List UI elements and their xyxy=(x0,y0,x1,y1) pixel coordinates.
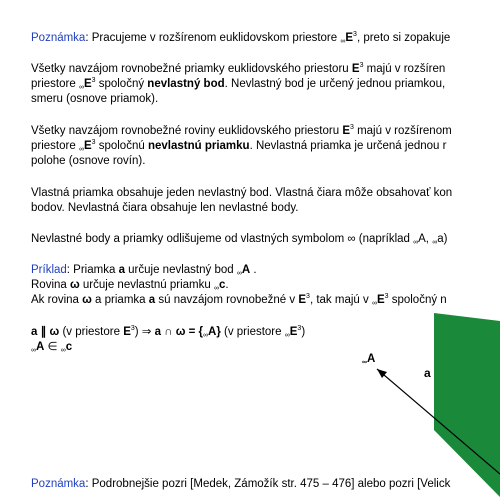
note-line-2: Poznámka: Podrobnejšie pozri [Medek, Zámožík str. 475 – 476] alebo pozri [Velick xyxy=(31,478,451,490)
para3-line1: Vlastná priamka obsahuje jeden nevlastný bod. Vlastná čiara môže obsahovať kon xyxy=(31,187,453,199)
para2-line1: Všetky navzájom rovnobežné roviny euklidovského priestoru $E^3$ majú v rozšírenom xyxy=(31,124,452,137)
example-line2: Rovina ω určuje nevlastnú priamku $_\infty$c. xyxy=(31,279,229,292)
para4-line1: Nevlastné body a priamky odlišujeme od vlastných symbolom ∞ (napríklad $_\infty$A, $_\infty$a) xyxy=(31,233,448,246)
para1-line3: smeru (osnove priamok). xyxy=(31,93,159,105)
para2-line2: priestore $_\infty E^3$ spoločnú nevlastnú priamku. Nevlastná priamka je určená jednou r xyxy=(31,139,447,153)
label-inf-A: $_\infty$A xyxy=(362,353,376,366)
note2-label: Poznámka xyxy=(31,478,86,490)
para1-line1: Všetky navzájom rovnobežné priamky euklidovského priestoru $E^3$ majú v rozšíren xyxy=(31,62,446,75)
para2-line3: polohe (osnove rovín). xyxy=(31,155,146,167)
para3-line2: bodov. Nevlastná čiara obsahuje len nevlastné body. xyxy=(31,202,299,214)
green-plane xyxy=(434,313,500,497)
formula-line1: a ∥ ω (v priestore $E^3$) ⇒ a ∩ $\omega = \{_\infty A\}$ (v priestore $_\infty E^3$) xyxy=(31,325,306,339)
example-label: Príklad xyxy=(31,264,67,276)
note-line-1: Poznámka: Pracujeme v rozšírenom euklidovskom priestore $_\infty E^3$, preto si zopakuje xyxy=(31,31,451,45)
label-a: a xyxy=(424,366,431,380)
note-label: Poznámka xyxy=(31,32,86,44)
para1-line2: priestore $_\infty E^3$ spoločný nevlastný bod. Nevlastný bod je určený jednou priamkou, xyxy=(31,77,446,91)
example-line1: Príklad: Priamka a určuje nevlastný bod $_\infty$A . xyxy=(31,264,257,277)
formula-line2: $_\infty$A ∈ $_\infty$c xyxy=(31,341,73,354)
example-line3: Ak rovina ω a priamka a sú navzájom rovnobežné v $E^3$, tak majú v $_\infty E^3$ spoločný n xyxy=(31,293,447,307)
